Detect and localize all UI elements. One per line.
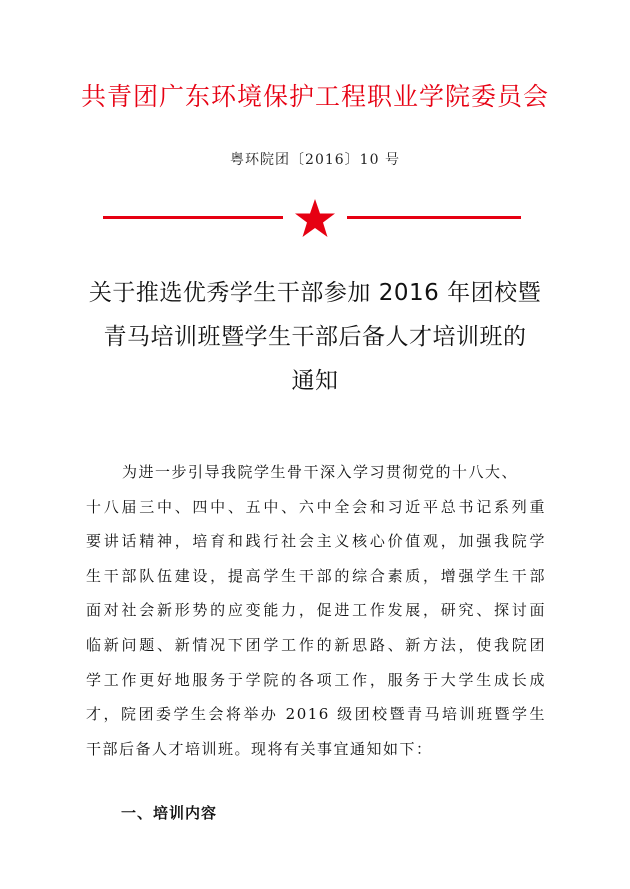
notice-title — [60, 271, 570, 403]
notice-title-line: 关于推选优秀学生干部参加 2016 年团校暨 — [88, 280, 542, 306]
document-number: 粤环院团〔2016〕10 号 — [230, 152, 400, 168]
body-line: 干部后备人才培训班。现将有关事宜通知如下： — [86, 739, 433, 758]
body-paragraph — [86, 455, 546, 766]
body-line: 生干部队伍建设，提高学生干部的综合素质，增强学生干部 — [86, 566, 546, 585]
red-header-separator — [0, 196, 630, 240]
separator-line-left — [103, 216, 283, 219]
notice-title-line: 青马培训班暨学生干部后备人才培训班的 — [103, 324, 527, 350]
body-line: 学工作更好地服务于学院的各项工作，服务于大学生成长成 — [86, 670, 546, 689]
body-line: 要讲话精神，培育和践行社会主义核心价值观，加强我院学 — [86, 532, 546, 551]
body-line: 面对社会新形势的应变能力，促进工作发展，研究、探讨面 — [86, 601, 546, 620]
body-line: 才，院团委学生会将举办 2016 级团校暨青马培训班暨学生 — [86, 705, 546, 724]
body-line: 十八届三中、四中、五中、六中全会和习近平总书记系列重 — [86, 497, 546, 516]
organization-title: 共青团广东环境保护工程职业学院委员会 — [80, 82, 549, 111]
section-heading: 一、培训内容 — [121, 804, 218, 822]
body-line: 为进一步引导我院学生骨干深入学习贯彻党的十八大、 — [122, 463, 519, 481]
red-star-icon — [294, 198, 336, 238]
notice-title-line: 通知 — [291, 368, 339, 394]
body-line: 临新问题、新情况下团学工作的新思路、新方法，使我院团 — [86, 635, 546, 654]
separator-line-right — [347, 216, 521, 219]
